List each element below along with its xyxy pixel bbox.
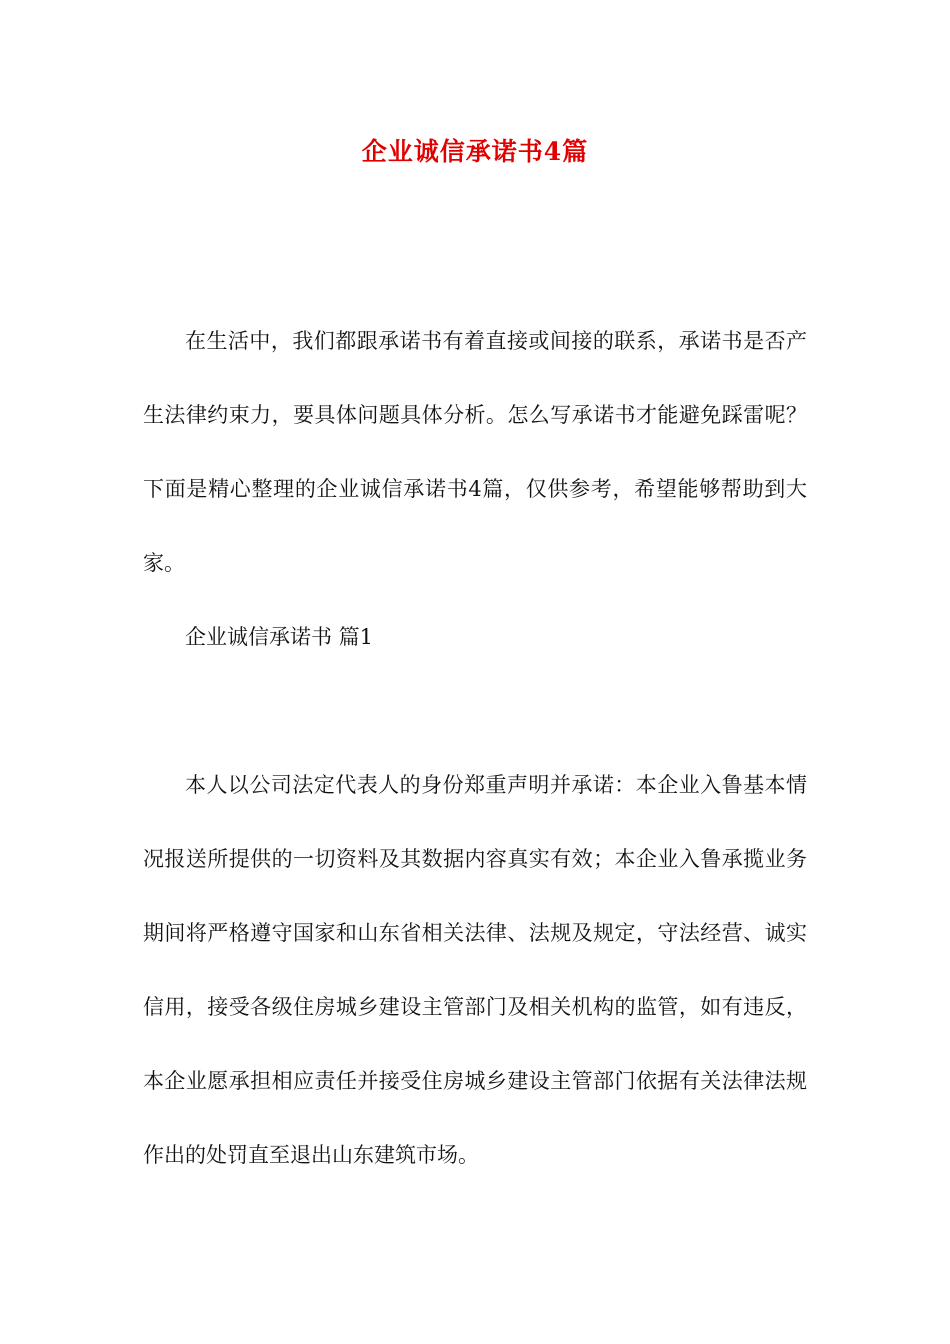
section-heading: 企业诚信承诺书 篇1 <box>185 625 374 649</box>
body-paragraph: 本人以公司法定代表人的身份郑重声明并承诺：本企业入鲁基本情况报送所提供的一切资料及其数据内容真实有效；本企业入鲁承揽业务期间将严格遵守国家和山东省相关法律、法规及规定，守法经营、诚实信用，接受各级住房城乡建设主管部门及相关机构的监管，如有违反，本企业愿承担相应责任并接受住房城乡建设主管部门依据有关法律法规作出的处罚直至退出山东建筑市场。 <box>143 773 807 1167</box>
document-title: 企业诚信承诺书4篇 <box>361 137 589 166</box>
intro-paragraph: 在生活中，我们都跟承诺书有着直接或间接的联系，承诺书是否产生法律约束力，要具体问题具体分析。怎么写承诺书才能避免踩雷呢？下面是精心整理的企业诚信承诺书4篇，仅供参考，希望能够帮助到大家。 <box>143 329 807 575</box>
